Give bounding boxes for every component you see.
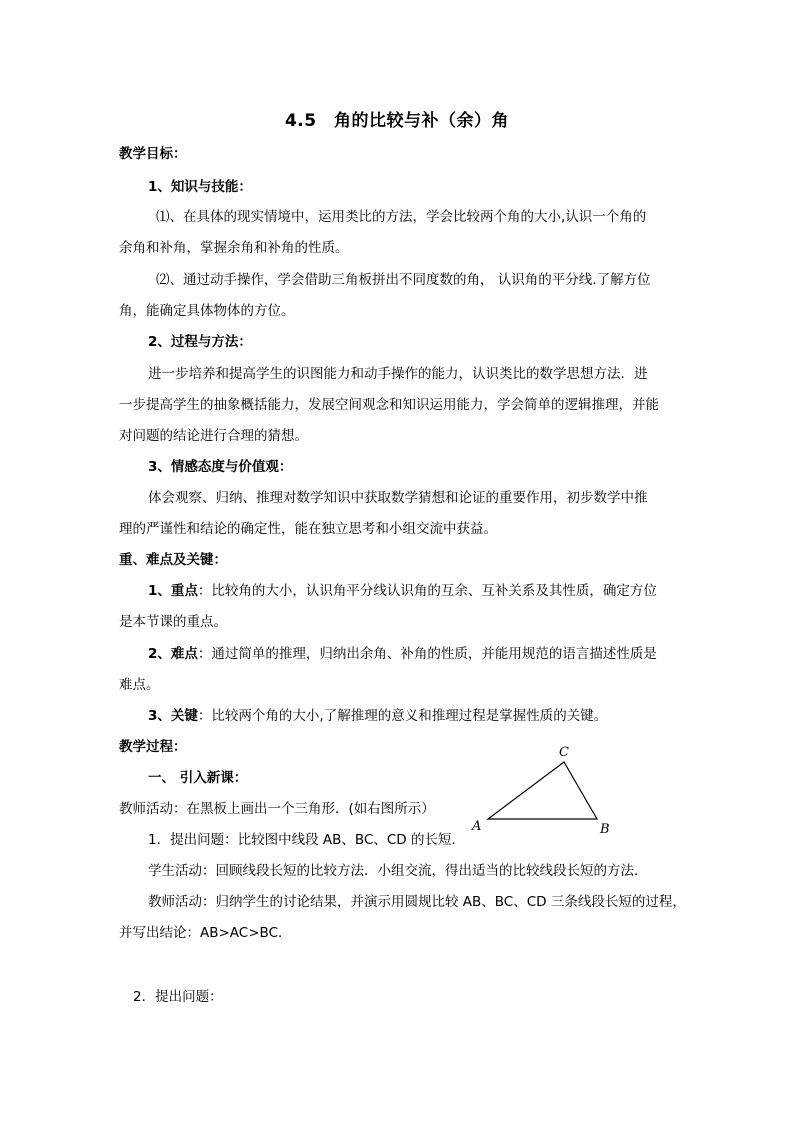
key-point-2-text: ：通过简单的推理，归纳出余角、补角的性质，并能用规范的语言描述性质是 — [197, 646, 657, 662]
triangle-figure — [468, 738, 618, 842]
section-3-heading: 3、情感态度与价值观： — [148, 459, 293, 475]
key-points-heading: 重、难点及关键： — [119, 552, 227, 568]
page-title: 4.5 角的比较与补（余）角 — [284, 111, 510, 131]
s3-paragraph-line-1: 体会观察、归纳、推理对数学知识中获取数学猜想和论证的重要作用，初步数学中推 — [148, 490, 648, 506]
vertex-label-a: A — [472, 819, 482, 834]
key-point-2-label: 2、难点 — [148, 646, 198, 662]
section-2-heading: 2、过程与方法： — [148, 334, 252, 350]
key-point-3-label: 3、关键 — [148, 708, 198, 724]
section-1-heading: 1、知识与技能： — [148, 179, 252, 195]
teacher-activity-2-line-1: 教师活动：归纳学生的讨论结果，并演示用圆规比较 AB、BC、CD 三条线段长短的过程， — [148, 894, 686, 910]
s2-paragraph-line-1: 进一步培养和提高学生的识图能力和动手操作的能力，认识类比的数学思想方法．进 — [148, 366, 648, 382]
vertex-label-c: C — [559, 745, 569, 760]
key-point-1-label: 1、重点 — [148, 583, 198, 599]
question-1: 1．提出问题：比较图中线段 AB、BC、CD 的长短． — [148, 832, 465, 848]
s2-paragraph-line-2: 一步提高学生的抽象概括能力，发展空间观念和知识运用能力，学会简单的逻辑推理，并能 — [119, 397, 659, 413]
key-point-3-line — [148, 707, 607, 725]
vertex-label-b: B — [600, 822, 610, 837]
key-point-3-text: ：比较两个角的大小,了解推理的意义和推理过程是掌握性质的关键。 — [197, 708, 608, 724]
part-1-heading: 一、 引入新课： — [148, 770, 248, 786]
objectives-heading: 教学目标： — [119, 146, 187, 162]
s1-paragraph-2-line-2: 角，能确定具体物体的方位。 — [119, 303, 295, 319]
key-point-2-line-2: 难点。 — [119, 677, 160, 693]
process-heading: 教学过程： — [119, 739, 187, 755]
s2-paragraph-line-3: 对问题的结论进行合理的猜想。 — [119, 428, 308, 444]
key-point-1-text: ：比较角的大小，认识角平分线认识角的互余、互补关系及其性质，确定方位 — [197, 583, 657, 599]
student-activity-1: 学生活动：回顾线段长短的比较方法．小组交流，得出适当的比较线段长短的方法． — [148, 863, 648, 879]
key-point-1-line-1 — [148, 582, 657, 600]
key-point-1-line-2: 是本节课的重点。 — [119, 614, 227, 630]
s1-paragraph-1-line-2: 余角和补角，掌握余角和补角的性质。 — [119, 240, 349, 256]
teacher-activity-2-line-2: 并写出结论：AB>AC>BC． — [119, 925, 292, 941]
triangle-shape — [488, 762, 597, 819]
key-point-2-line-1 — [148, 645, 657, 663]
teacher-activity-1: 教师活动：在黑板上画出一个三角形．(如右图所示） — [119, 801, 435, 817]
question-2: 2．提出问题： — [133, 989, 223, 1005]
s3-paragraph-line-2: 理的严谨性和结论的确定性，能在独立思考和小组交流中获益。 — [119, 521, 497, 537]
s1-paragraph-1-line-1: ⑴、在具体的现实情境中，运用类比的方法，学会比较两个角的大小,认识一个角的 — [156, 209, 647, 225]
s1-paragraph-2-line-1: ⑵、通过动手操作，学会借助三角板拼出不同度数的角， 认识角的平分线.了解方位 — [156, 272, 651, 288]
